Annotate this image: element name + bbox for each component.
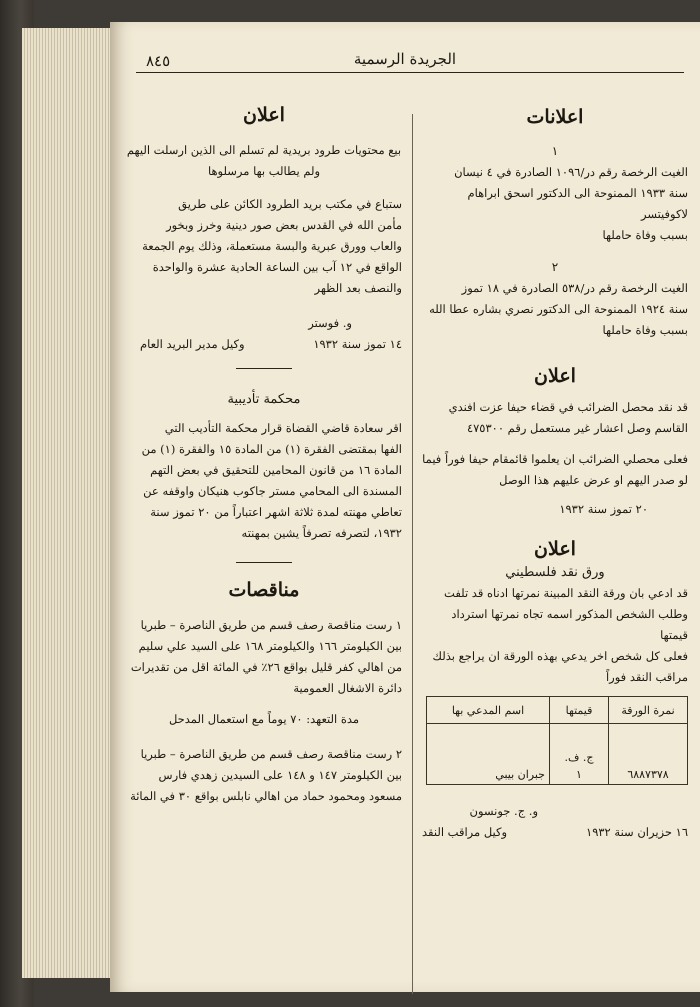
court-line: تعاطي مهنته لمدة ثلاثة اشهر اعتباراً من ٢٠ تموز سنة [150, 505, 402, 519]
tender-2-line: بين الكيلومتر ١٤٧ و ١٤٨ على السيدين زهدي فارس [158, 768, 402, 782]
notice-2 [422, 278, 688, 341]
tender-1-line: بين الكيلومتر ١٦٦ والكيلومتر ١٦٨ على السيد علي سليم [138, 639, 402, 653]
parcels-line: الواقع في ١٢ آب بين الساعة الحادية عشرة والواحدة [152, 260, 402, 274]
currency-line: مراقب النقد فوراً [605, 670, 688, 684]
parcels-sub-line: بيع محتويات طرود بريدية لم تسلم الى الذين ارسلت اليهم [126, 143, 402, 157]
loss-line: القاسم وصل اعشار غير مستعمل رقم ٤٧٥٣٠٠ [466, 421, 688, 435]
note-number: ٦٨٨٧٣٧٨ [609, 724, 688, 785]
tenders-heading: مناقصات [228, 579, 300, 601]
parcels-signature [126, 313, 402, 354]
note-value-amount: ١ [576, 768, 582, 781]
parcels-line: مأمن الله في القدس بعض صور دينية وخرز وبخور [166, 218, 402, 232]
page-edges [22, 28, 114, 978]
parcels-notice [126, 194, 402, 299]
currency-notice [422, 583, 688, 688]
column-divider [412, 114, 413, 994]
loss-notice [422, 397, 688, 520]
notice-1-line: سنة ١٩٣٣ الممنوحة الى الدكتور اسحق ابراهام لاكوفيتسر [467, 186, 688, 221]
tender-1-duration: مدة التعهد: ٧٠ يوماً مع استعمال المدحل [168, 712, 360, 726]
currency-subheading: ورق نقد فلسطيني [505, 565, 605, 580]
notice-1-line: الغيت الرخصة رقم در/١٠٩٦ الصادرة في ٤ نيسان [454, 165, 688, 179]
signature-name: و. ج. جونسون [469, 804, 538, 818]
table-row [427, 724, 688, 785]
court-line: المسندة الى المحامي مستر جاكوب هنيكان واوقفه عن [143, 484, 402, 498]
court-line: المادة ١٦ من قانون المحامين للتحقيق في بعض التهم [150, 463, 402, 477]
note-value [550, 724, 609, 785]
right-column [422, 100, 688, 842]
parcels-subheading [126, 140, 402, 182]
parcels-date: ١٤ تموز سنة ١٩٣٢ [313, 337, 402, 351]
parcels-heading: اعلان [243, 104, 285, 126]
court-heading: محكمة تأديبية [227, 392, 301, 407]
tender-1 [126, 615, 402, 730]
tender-1-line: من اهالي كفر قليل بواقع ٢٦٪ في المائة اقل من تقديرات [130, 660, 402, 674]
loss-line: لو صدر اليهم او عرض عليهم هذا الوصل [499, 473, 688, 487]
page-number: ٨٤٥ [146, 52, 171, 70]
currency-line: فعلى كل شخص اخر يدعي بهذه الورقة ان يراجع بذلك [432, 649, 688, 663]
header-rule [136, 72, 684, 73]
parcels-signature-title: وكيل مدير البريد العام [140, 337, 245, 351]
table-header: نمرة الورقة [609, 697, 688, 724]
parcels-line: ستباع في مكتب بريد الطرود الكائن على طريق [178, 197, 402, 211]
court-line: اقر سعادة قاضي القضاة قرار محكمة التأديب التي [164, 421, 402, 435]
loss-heading: اعلان [534, 365, 576, 387]
court-line: ١٩٣٢، لتصرفه تصرفاً يشين بمهنته [241, 526, 402, 540]
tender-2-line: مسعود ومحمود حماد من اهالي نابلس بواقع ٣٠ في المائة [130, 789, 402, 803]
parcels-line: والعاب وورق عبرية والبسة مستعملة، وذلك يوم الجمعة [142, 239, 402, 253]
section-rule [236, 368, 292, 369]
note-value-currency: ج. ف. [564, 751, 594, 764]
notice-1 [422, 162, 688, 246]
currency-line: وطلب الشخص المذكور اسمه تجاه نمرتها استرداد قيمتها [451, 607, 688, 642]
loss-line: فعلى محصلي الضرائب ان يعلموا قائمقام حيفا فوراً فيما [422, 452, 688, 466]
notice-2-line: الغيت الرخصة رقم در/٥٣٨ الصادرة في ١٨ تموز [461, 281, 688, 295]
notice-1-number: ١ [551, 144, 559, 158]
notice-2-line: سنة ١٩٢٤ الممنوحة الى الدكتور نصري بشاره عطا الله [429, 302, 688, 316]
parcels-line: والنصف بعد الظهر [314, 281, 402, 295]
notice-2-number: ٢ [551, 260, 559, 274]
left-column [126, 100, 402, 807]
loss-date: ٢٠ تموز سنة ١٩٣٢ [559, 502, 648, 516]
parcels-signature-row [126, 334, 402, 354]
tender-2 [126, 744, 402, 807]
court-line: الفها بمقتضى الفقرة (١) من المادة ١٥ والفقرة (١) من [141, 442, 402, 456]
currency-line: قد ادعي بان ورقة النقد المبينة نمرتها ادناه قد تلفت [444, 586, 688, 600]
court-notice [126, 418, 402, 544]
tender-2-line: ٢ رست مناقصة رصف قسم من طريق الناصرة – طبريا [140, 747, 402, 761]
loss-line: قد نقد محصل الضرائب في قضاء حيفا عزت افندي [448, 400, 688, 414]
notice-2-line: بسبب وفاة حاملها [602, 323, 688, 337]
signature-date: ١٦ حزيران سنة ١٩٣٢ [586, 825, 688, 839]
parcels-sub-line: ولم يطالب بها مرسلوها [207, 164, 321, 178]
tender-1-line: ١ رست مناقصة رصف قسم من طريق الناصرة – طبريا [140, 618, 402, 632]
gazette-page [110, 22, 700, 992]
notice-1-line: بسبب وفاة حاملها [602, 228, 688, 242]
currency-signature [422, 801, 688, 842]
tender-1-line: دائرة الاشغال العمومية [293, 681, 402, 695]
licenses-heading: اعلانات [526, 106, 584, 128]
table-header: قيمتها [550, 697, 609, 724]
section-rule [236, 562, 292, 563]
claimant-name: جبران بيبي [427, 724, 550, 785]
banknote-table [426, 696, 688, 785]
running-title: الجريدة الرسمية [353, 50, 457, 68]
currency-heading: اعلان [534, 538, 576, 560]
signature-title: وكيل مراقب النقد [422, 825, 508, 839]
signature-row [422, 822, 688, 842]
parcels-signature-name: و. فوستر [308, 316, 352, 330]
table-header: اسم المدعي بها [427, 697, 550, 724]
